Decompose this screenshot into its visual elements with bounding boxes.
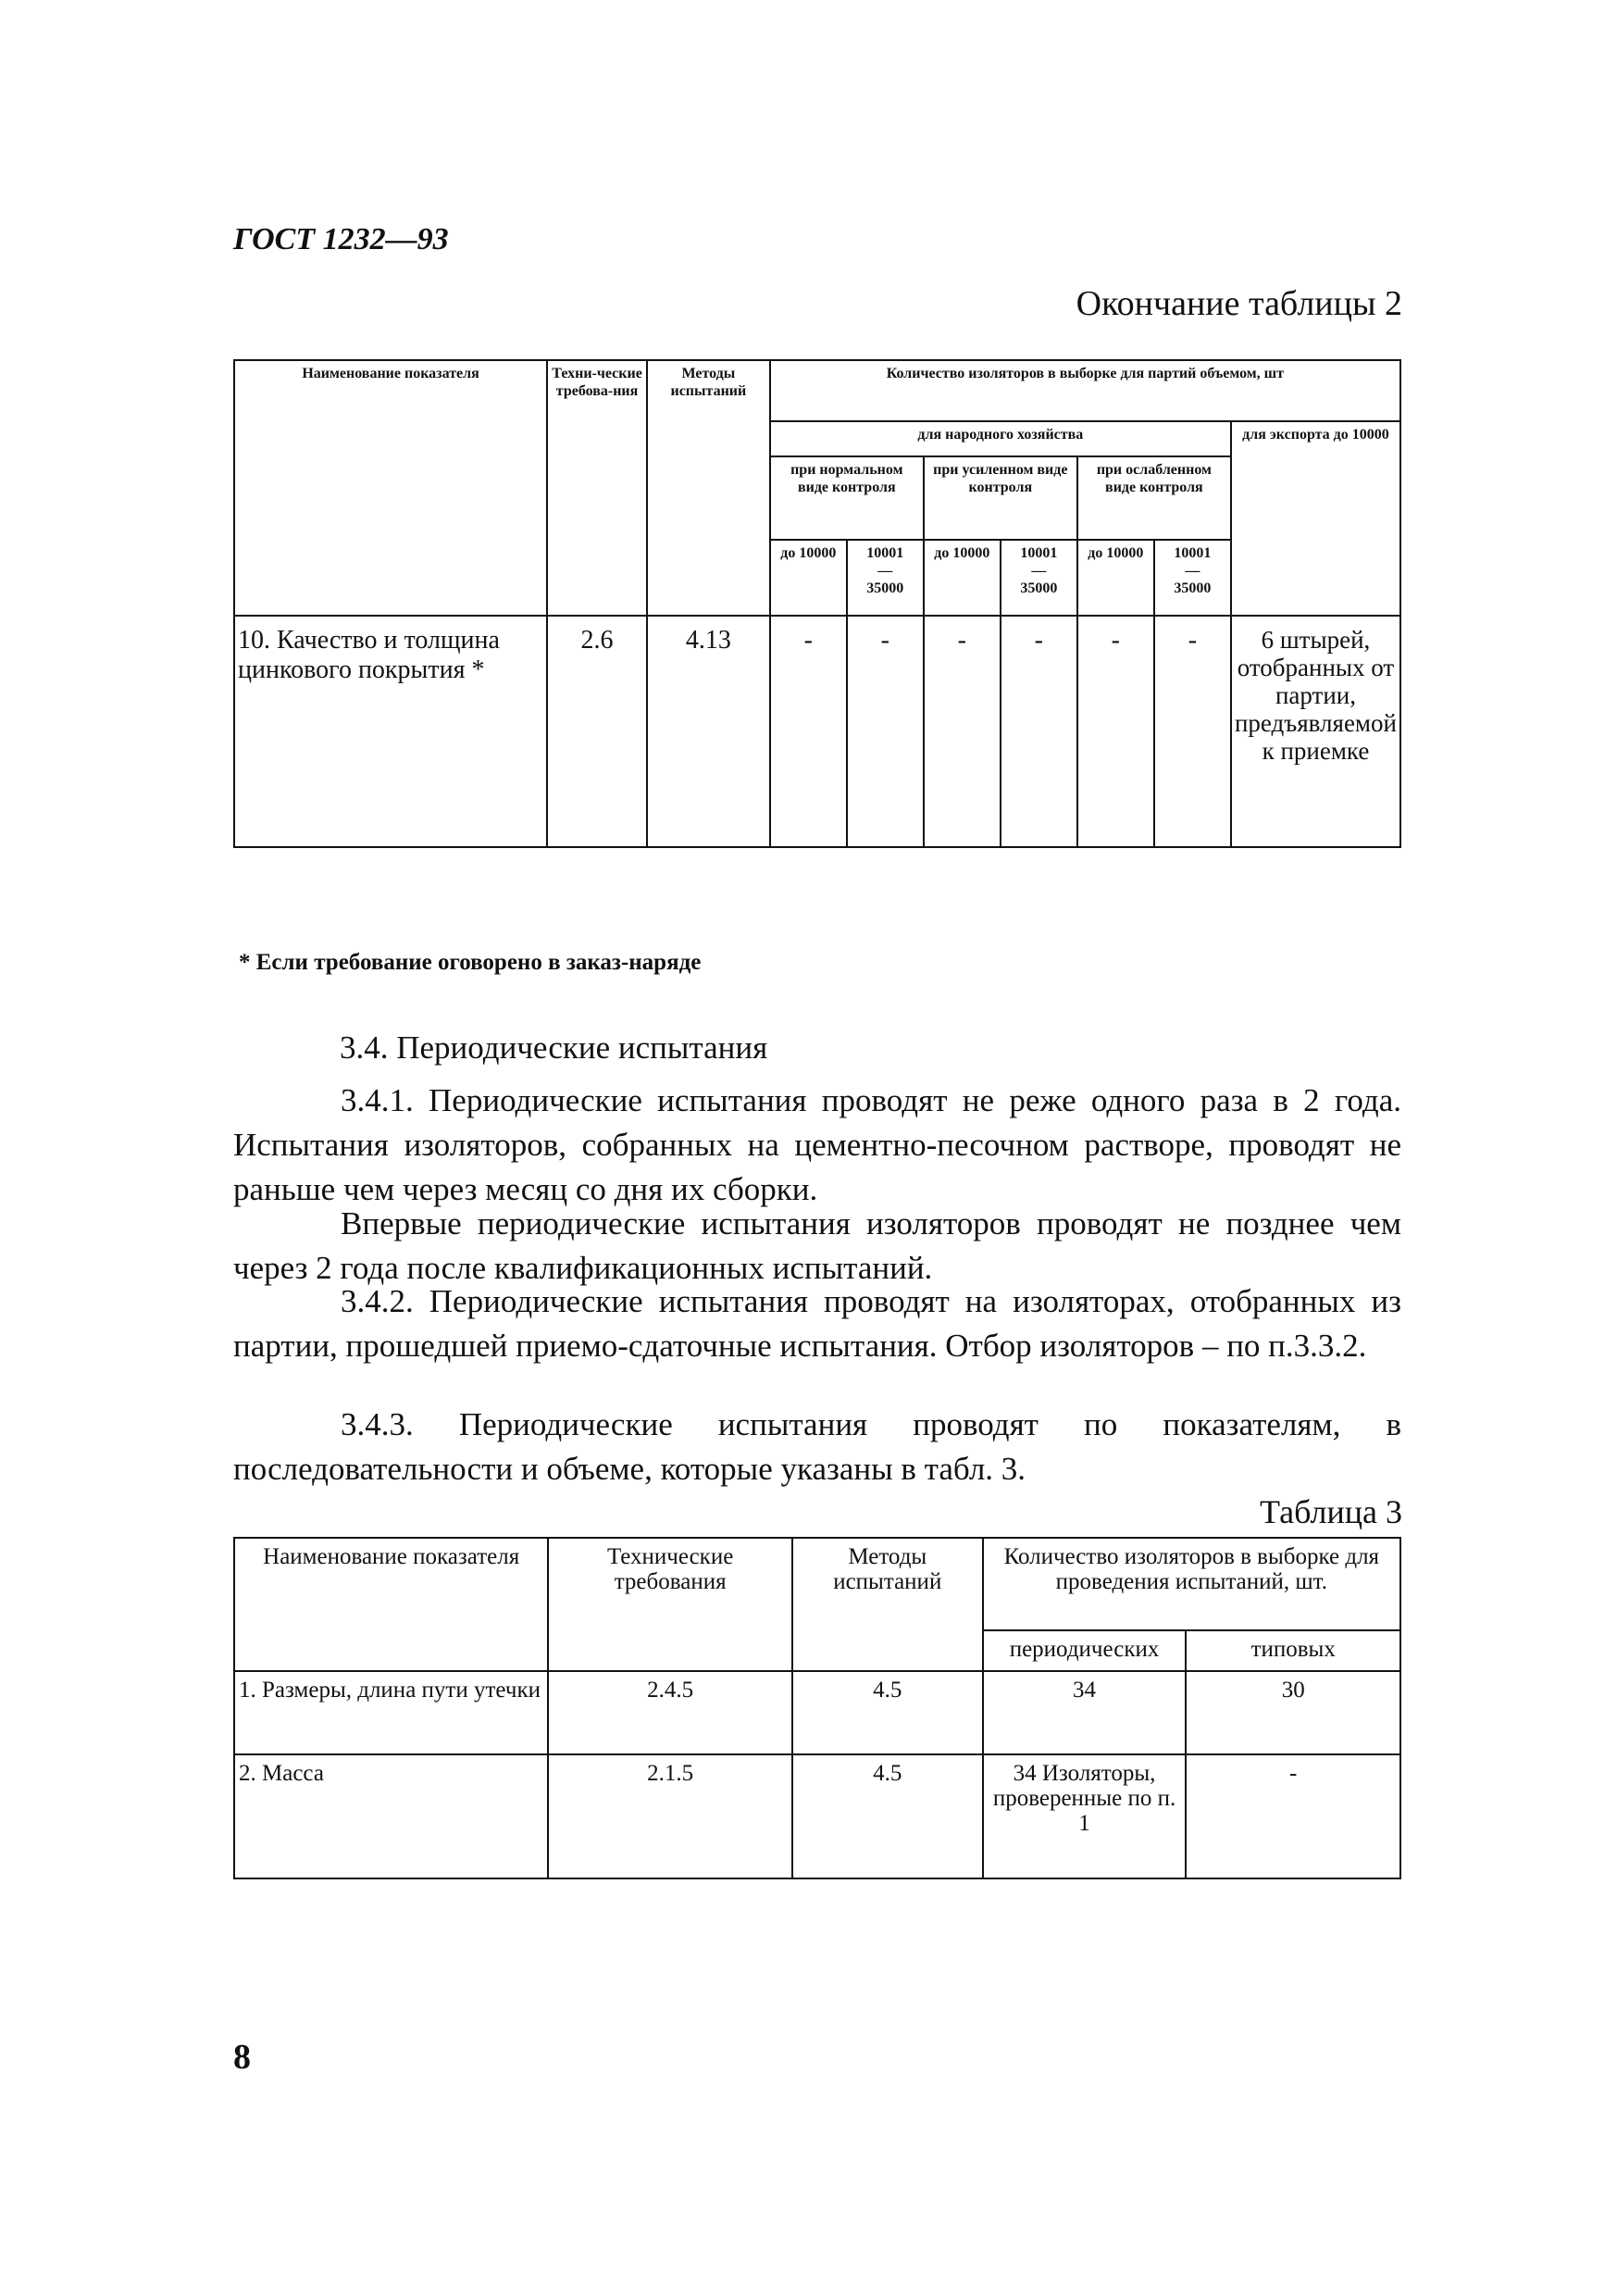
- t2-nat-econ: для народного хозяйства: [770, 421, 1231, 456]
- t2-row-c1: -: [770, 616, 847, 847]
- t3-row1-tech: 2.4.5: [548, 1671, 792, 1754]
- t3-row1-type: 30: [1186, 1671, 1400, 1754]
- t3-col-tech: Технические требования: [548, 1538, 792, 1671]
- t2-row-c6: -: [1154, 616, 1231, 847]
- t2-control-normal: при нормальном виде контроля: [770, 456, 924, 540]
- t2-upto-3: до 10000: [1077, 540, 1154, 616]
- t2-row-c3: -: [924, 616, 1001, 847]
- t2-upto-1: до 10000: [770, 540, 847, 616]
- paragraph-first-periodic: Впервые периодические испытания изоляторов проводят не позднее чем через 2 года после квалификационных испытаний.: [233, 1205, 1401, 1286]
- t2-range-3: 10001 — 35000: [1154, 540, 1231, 616]
- t2-row-export: 6 штырей, отобранных от партии, предъявляемой к приемке: [1231, 616, 1400, 847]
- t3-row2-method: 4.5: [792, 1754, 983, 1878]
- t2-col-methods: Методы испытаний: [647, 360, 770, 616]
- t2-row-name: 10. Качество и толщина цинкового покрытия *: [234, 616, 547, 847]
- t3-col-periodic: периодических: [983, 1630, 1187, 1671]
- t3-row2-name: 2. Масса: [234, 1754, 548, 1878]
- t2-range-2: 10001 — 35000: [1001, 540, 1077, 616]
- section-title: 3.4. Периодические испытания: [340, 1029, 768, 1066]
- t3-row2-periodic: 34 Изоляторы, проверенные по п. 1: [983, 1754, 1187, 1878]
- t3-row2-type: -: [1186, 1754, 1400, 1878]
- t2-upto-2: до 10000: [924, 540, 1001, 616]
- t2-range-1: 10001 — 35000: [847, 540, 924, 616]
- table-row: [234, 1754, 1400, 1878]
- table2-caption: Окончание таблицы 2: [1076, 284, 1402, 323]
- t3-col-type: типовых: [1186, 1630, 1400, 1671]
- t3-row2-tech: 2.1.5: [548, 1754, 792, 1878]
- paragraph-3-4-3: 3.4.3. Периодические испытания проводят по показателям, в последовательности и объеме, которые указаны в табл. 3.: [233, 1406, 1401, 1487]
- table-row: [234, 616, 1400, 847]
- page-number: 8: [233, 2038, 251, 2077]
- t2-col-qty: Количество изоляторов в выборке для партий объемом, шт: [770, 360, 1400, 421]
- table-3: [233, 1537, 1401, 1879]
- t2-row-tech: 2.6: [547, 616, 647, 847]
- document-code: ГОСТ 1232—93: [233, 222, 449, 256]
- t2-col-name: Наименование показателя: [234, 360, 547, 616]
- t3-row1-name: 1. Размеры, длина пути утечки: [234, 1671, 548, 1754]
- t2-col-tech: Техни-ческие требова-ния: [547, 360, 647, 616]
- table-row: [234, 1671, 1400, 1754]
- paragraph-3-4-1: 3.4.1. Периодические испытания проводят не реже одного раза в 2 года. Испытания изоляторов, собранных на цементно-песочном растворе, проводят не раньше чем через месяц со дня их сборки.: [233, 1082, 1401, 1207]
- table2-footnote: * Если требование оговорено в заказ-наряде: [239, 950, 702, 975]
- table-2: [233, 359, 1401, 848]
- t2-control-enhanced: при усиленном виде контроля: [924, 456, 1077, 540]
- t2-row-c4: -: [1001, 616, 1077, 847]
- t3-col-qty: Количество изоляторов в выборке для проведения испытаний, шт.: [983, 1538, 1400, 1630]
- t2-row-method: 4.13: [647, 616, 770, 847]
- t2-row-c5: -: [1077, 616, 1154, 847]
- t2-row-c2: -: [847, 616, 924, 847]
- table3-caption: Таблица 3: [1260, 1493, 1402, 1530]
- t3-col-methods: Методы испытаний: [792, 1538, 983, 1671]
- t2-export: для экспорта до 10000: [1231, 421, 1400, 616]
- t2-control-weak: при ослабленном виде контроля: [1077, 456, 1231, 540]
- paragraph-3-4-2: 3.4.2. Периодические испытания проводят на изоляторах, отобранных из партии, прошедшей приемо-сдаточные испытания. Отбор изоляторов – по п.3.3.2.: [233, 1283, 1401, 1364]
- t3-row1-method: 4.5: [792, 1671, 983, 1754]
- t3-row1-periodic: 34: [983, 1671, 1187, 1754]
- t3-col-name: Наименование показателя: [234, 1538, 548, 1671]
